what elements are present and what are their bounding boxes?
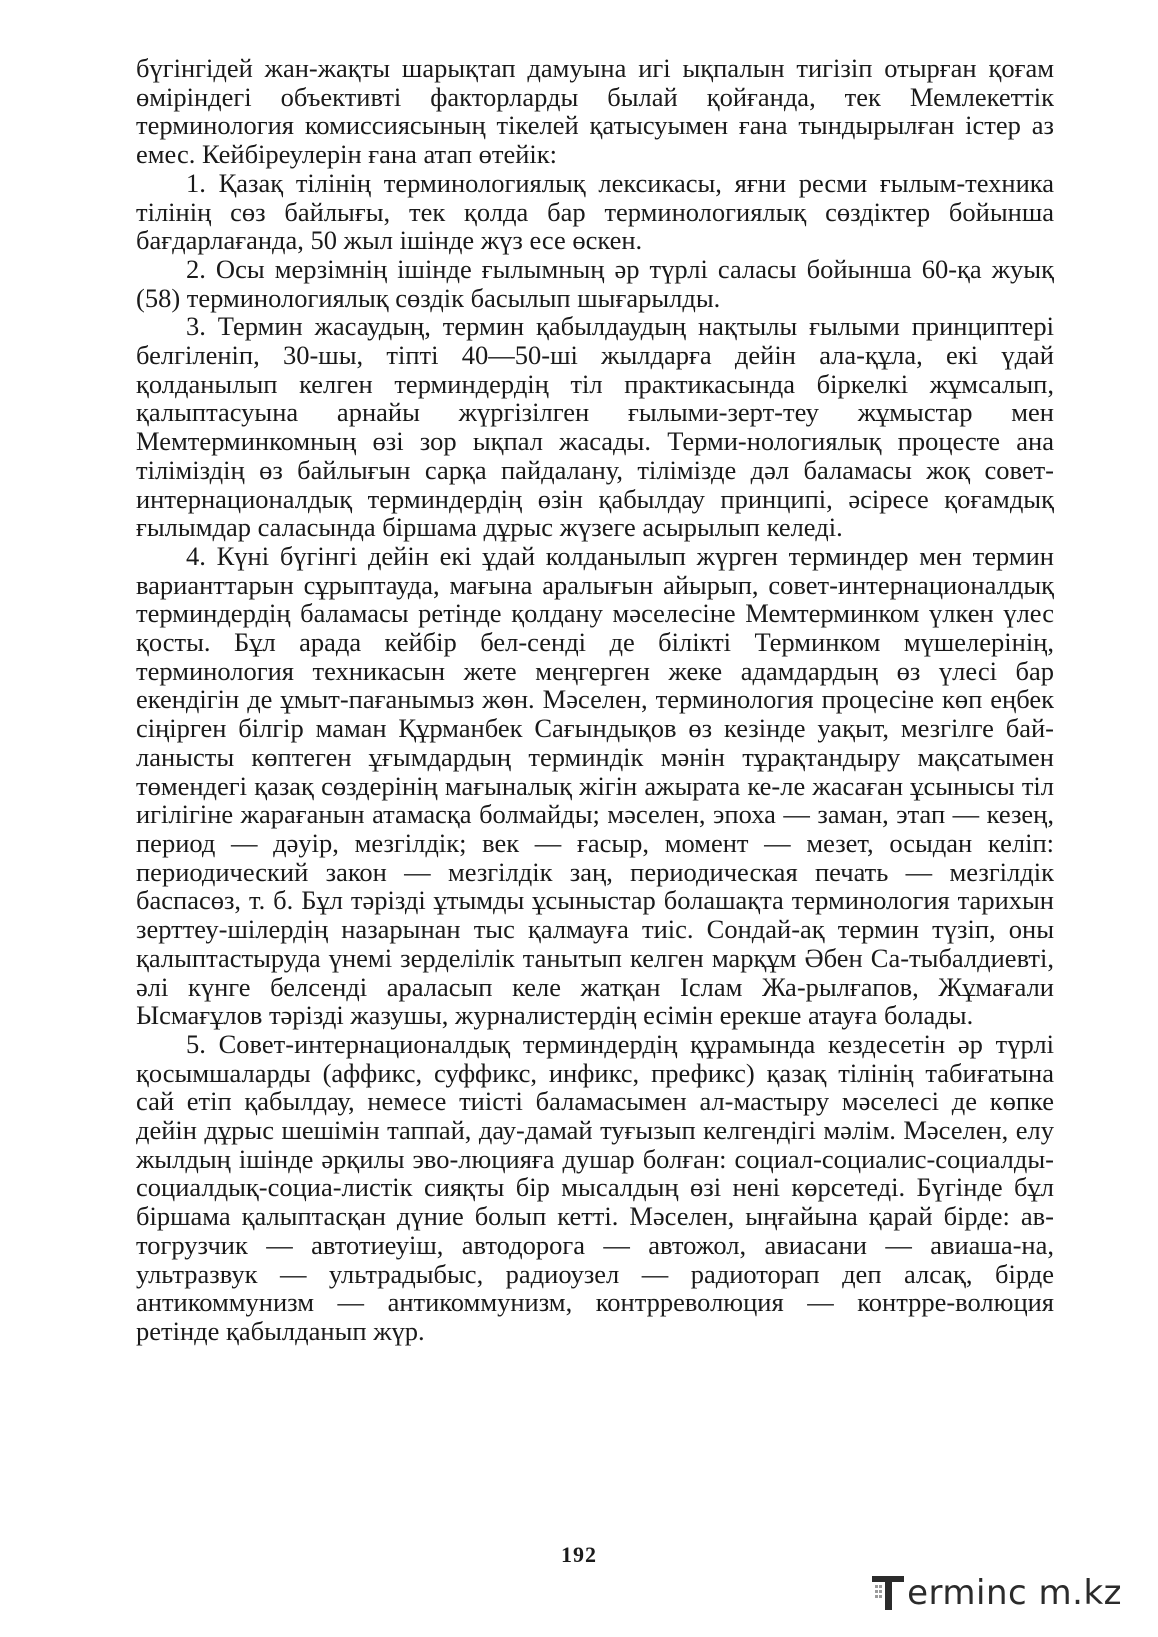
terminkom-logo-icon (871, 1573, 905, 1613)
document-body (136, 54, 1054, 1346)
watermark (871, 1571, 1122, 1615)
paragraph-item-1: 1. Қазақ тілінің терминологиялық лексикасы, яғни ресми ғылым-техника тілінің сөз байлығы, тек қолда бар терминологиялық сөздіктер бойынша бағдарлағанда, 50 жыл ішінде жүз есе өскен. (136, 167, 1054, 256)
paragraph-item-5: 5. Совет-интернационалдық терминдердің құрамында кездесетін әр түрлі қосымшаларды (аффикс, суффикс, инфикс, префикс) қазақ тілінің табиғатына сай етіп қабылдау, немесе тиісті баламасымен ал-мастыру мәселесі де көпке дейін дұрыс шешімін таппай, дау-дамай туғызып келгендігі мәлім. Мәселен, елу жылдың ішінде әрқилы эво-люцияға душар болған: социал-социалис-социалды-социалдық-социа-листік сияқты бір мысалдың өзі нені көрсетеді. Бүгінде бұл біршама қалыптасқан дүние болып кетті. Мәселен, ыңғайына қарай бірде: ав-тогрузчик — автотиеуіш, автодорога — автожол, авиасани — авиаша-на, ультразвук — ультрадыбыс, радиоузел — радиоторап деп алсақ, бірде антикоммунизм — антикоммунизм, контрреволюция — контрре-волюция ретінде қабылданып жүр. (136, 1028, 1054, 1346)
watermark-text: erminc m.kz (907, 1573, 1122, 1613)
page-number: 192 (561, 1542, 597, 1567)
paragraph-item-3: 3. Термин жасаудың, термин қабылдаудың нақтылы ғылыми принциптері белгіленіп, 30-шы, тіпті 40—50-ші жылдарға дейін ала-құла, екі үдай қолданылып келген терминдердің тіл практикасында біркелкі жұмсалып, қалыптасуына арнайы жүргізілген ғылыми-зерт-теу жұмыстар мен Мемтерминкомның өзі зор ықпал жасады. Терми-нологиялық процесте ана тіліміздің өз байлығын сарқа пайдалану, тілімізде дәл баламасы жоқ совет-интернационалдық терминдердің өзін қабылдау принципі, әсіресе қоғамдық ғылымдар саласында біршама дұрыс жүзеге асырылып келеді. (136, 311, 1054, 543)
paragraph-item-4: 4. Күні бүгінгі дейін екі ұдай колданылып жүрген терминдер мен термин варианттарын сұрыптауда, мағына аралығын айырып, совет-интернационалдық терминдердің баламасы ретінде қолдану мәселесіне Мемтерминком үлкен үлес қосты. Бұл арада кейбір бел-сенді де білікті Терминком мүшелерінің, терминология техникасын жете меңгерген жеке адамдардың өз үлесі бар екендігін де ұмыт-пағанымыз жөн. Мәселен, терминология процесіне көп еңбек сіңірген білгір маман Құрманбек Сағындықов өз кезінде уақыт, мезгілге бай-ланысты көптеген ұғымдардың терминдік мәнін тұрақтандыру мақсатымен төмендегі қазақ сөздерінің мағыналық жігін ажырата ке-ле жасаған ұсынысы тіл игілігіне жарағанын атамасқа болмайды; мәселен, эпоха — заман, этап — кезең, период — дәуір, мезгілдік; век — ғасыр, момент — мезет, осыдан келіп: периодический закон — мезгілдік заң, периодическая печать — мезгілдік баспасөз, т. б. Бұл тәрізді ұтымды ұсыныстар болашақта терминология тарихын зерттеу-шілердің назарынан тыс қалмауға тиіс. Сондай-ақ термин түзіп, оны қалыптастыруда үнемі зерделілік танытып келген марқұм Әбен Са-тыбалдиевті, әлі күнге белсенді араласып келе жатқан Іслам Жа-рылғапов, Жұмағали Ысмағұлов тәрізді жазушы, журналистердің есімін ерекше атауға болады. (136, 540, 1054, 1031)
paragraph-intro: бүгінгідей жан-жақты шарықтап дамуына игі ықпалын тигізіп отырған қоғам өміріндегі объективті факторларды былай қойғанда, тек Мемлекеттік терминология комиссиясының тікелей қатысуымен ғана тындырылған істер аз емес. Кейбіреулерін ғана атап өтейік: (136, 53, 1054, 170)
paragraph-item-2: 2. Осы мерзімнің ішінде ғылымның әр түрлі саласы бойынша 60-қа жуық (58) терминологиялық сөздік басылып шығарылды. (136, 253, 1054, 313)
